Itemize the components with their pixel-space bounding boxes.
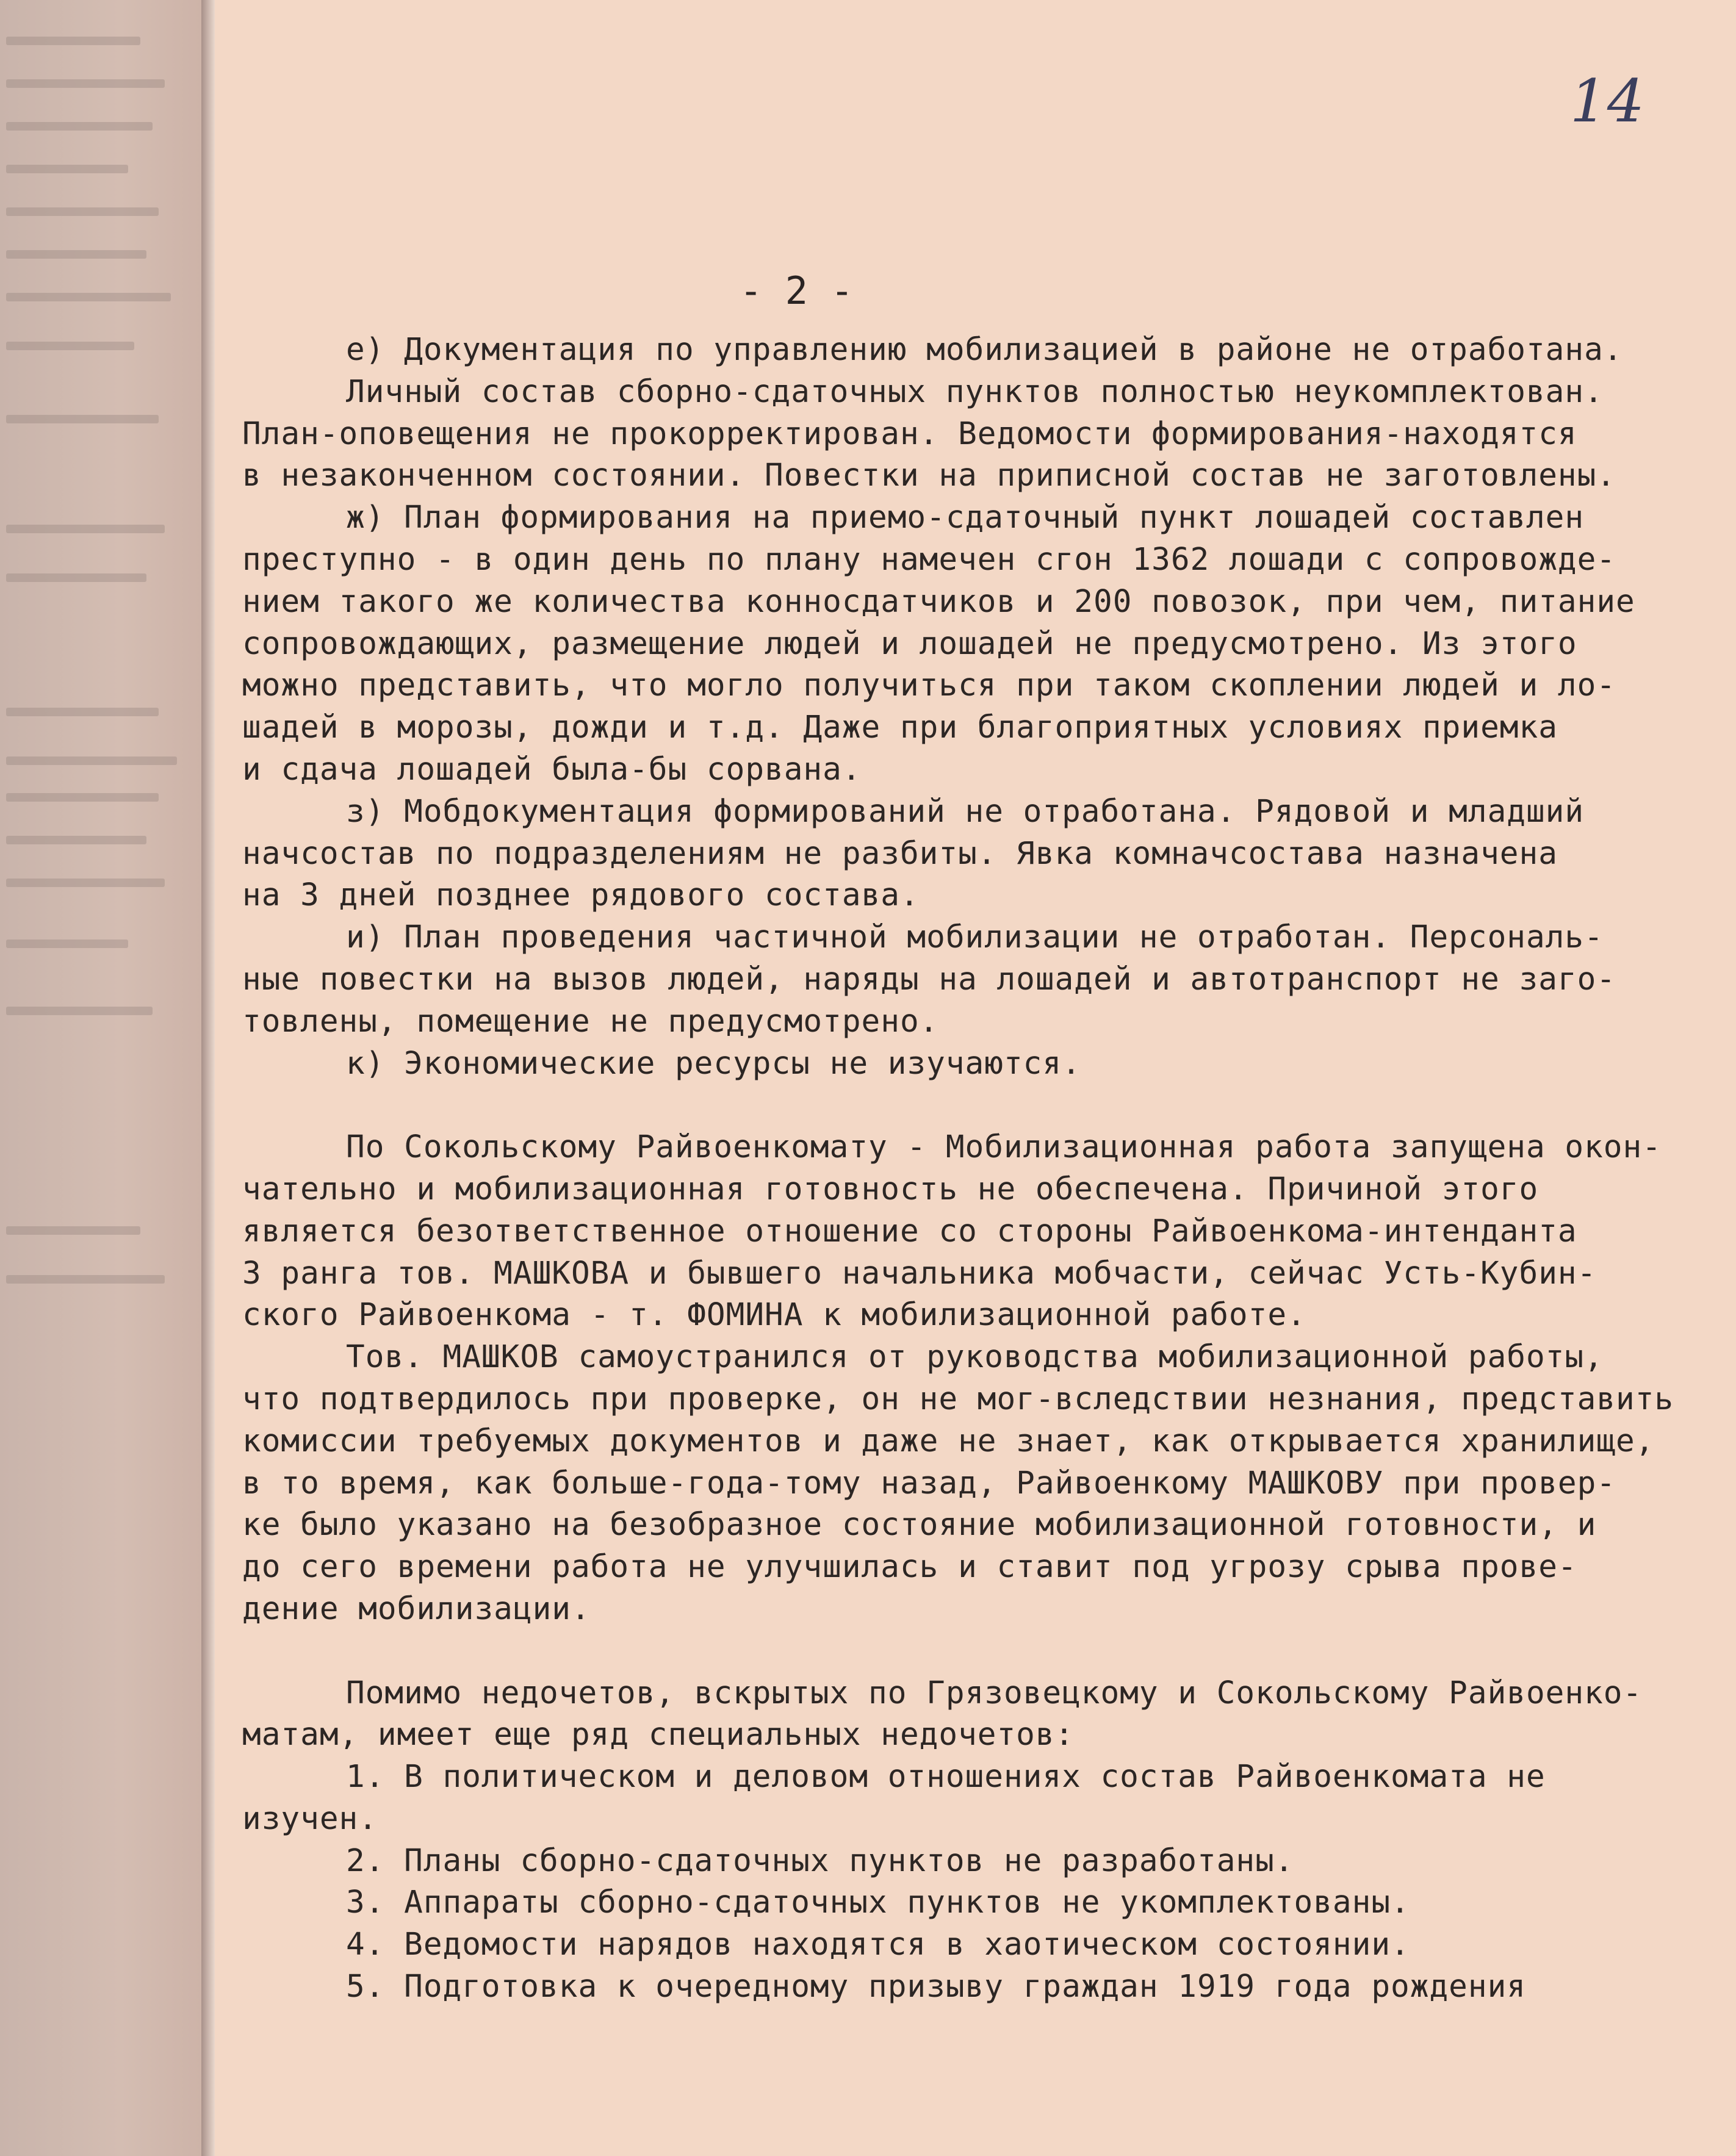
text-line: сопровождающих, размещение людей и лошадей не предусмотрено. Из этого (242, 625, 1577, 662)
text-line: чательно и мобилизационная готовность не обеспечена. Причиной этого (242, 1171, 1539, 1207)
text-line: и) План проведения частичной мобилизации не отработан. Персональ- (346, 919, 1604, 956)
typewritten-body (242, 329, 1674, 2008)
text-line: до сего времени работа не улучшилась и ставит под угрозу срыва прове- (242, 1549, 1577, 1586)
text-line: матам, имеет еще ряд специальных недочетов: (242, 1717, 1075, 1753)
text-line: 5. Подготовка к очередному призыву граждан 1919 года рождения (346, 1969, 1526, 2005)
text-line: в незаконченном состоянии. Повестки на приписной состав не заготовлены. (242, 458, 1616, 494)
text-line: ные повестки на вызов людей, наряды на лошадей и автотранспорт не заго- (242, 961, 1616, 997)
text-line: является безответственное отношение со стороны Райвоенкома-интенданта (242, 1213, 1577, 1249)
text-line: что подтвердилось при проверке, он не мог-вследствии незнания, представить (242, 1381, 1674, 1417)
text-line: преступно - в один день по плану намечен сгон 1362 лошади с сопровожде- (242, 541, 1616, 578)
folio-number: 14 (1569, 67, 1644, 135)
text-line: Помимо недочетов, вскрытых по Грязовецкому и Сокольскому Райвоенко- (346, 1675, 1643, 1711)
text-line: шадей в морозы, дожди и т.д. Даже при благоприятных условиях приемка (242, 710, 1558, 746)
text-line: можно представить, что могло получиться при таком скоплении людей и ло- (242, 667, 1616, 704)
text-line: По Сокольскому Райвоенкомату - Мобилизационная работа запущена окон- (346, 1129, 1662, 1166)
text-line: изучен. (242, 1800, 378, 1837)
text-line: Тов. МАШКОВ самоустранился от руководства мобилизационной работы, (346, 1339, 1604, 1376)
text-line: ского Райвоенкома - т. ФОМИНА к мобилизационной работе. (242, 1297, 1306, 1334)
text-line: нием такого же количества конносдатчиков и 200 повозок, при чем, питание (242, 583, 1635, 620)
page-number: - 2 - (740, 268, 854, 313)
text-line: комиссии требуемых документов и даже не знает, как открывается хранилище, (242, 1423, 1655, 1459)
text-line: е) Документация по управлению мобилизацией в районе не отработана. (346, 332, 1623, 368)
text-line: 1. В политическом и деловом отношениях состав Райвоенкомата не (346, 1759, 1546, 1795)
text-line: начсостав по подразделениям не разбиты. Явка комначсостава назначена (242, 835, 1558, 872)
text-line: ж) План формирования на приемо-сдаточный пункт лошадей составлен (346, 500, 1585, 536)
text-line: в то время, как больше-года-тому назад, Райвоенкому МАШКОВУ при провер- (242, 1465, 1616, 1501)
text-line: дение мобилизации. (242, 1590, 591, 1627)
text-line: Личный состав сборно-сдаточных пунктов полностью неукомплектован. (346, 373, 1604, 410)
text-line: План-оповещения не прокорректирован. Ведомости формирования-находятся (242, 415, 1577, 452)
text-line: 3 ранга тов. МАШКОВА и бывшего начальника мобчасти, сейчас Усть-Кубин- (242, 1255, 1597, 1292)
text-line: 4. Ведомости нарядов находятся в хаотическом состоянии. (346, 1927, 1410, 1963)
text-line: з) Мобдокументация формирований не отработана. Рядовой и младший (346, 793, 1585, 830)
text-line: 2. Планы сборно-сдаточных пунктов не разработаны. (346, 1842, 1294, 1879)
page-gutter (201, 0, 215, 2156)
text-line (242, 1631, 1621, 1673)
text-line: на 3 дней позднее рядового состава. (242, 877, 920, 914)
text-line: 3. Аппараты сборно-сдаточных пунктов не укомплектованы. (346, 1885, 1410, 1921)
document-page (215, 0, 1736, 2156)
text-line: к) Экономические ресурсы не изучаются. (346, 1045, 1081, 1082)
text-line (242, 1085, 1621, 1127)
text-line: товлены, помещение не предусмотрено. (242, 1003, 939, 1040)
text-line: и сдача лошадей была-бы сорвана. (242, 751, 862, 788)
text-line: ке было указано на безобразное состояние мобилизационной готовности, и (242, 1507, 1597, 1543)
adjacent-page-edge (0, 0, 203, 2156)
